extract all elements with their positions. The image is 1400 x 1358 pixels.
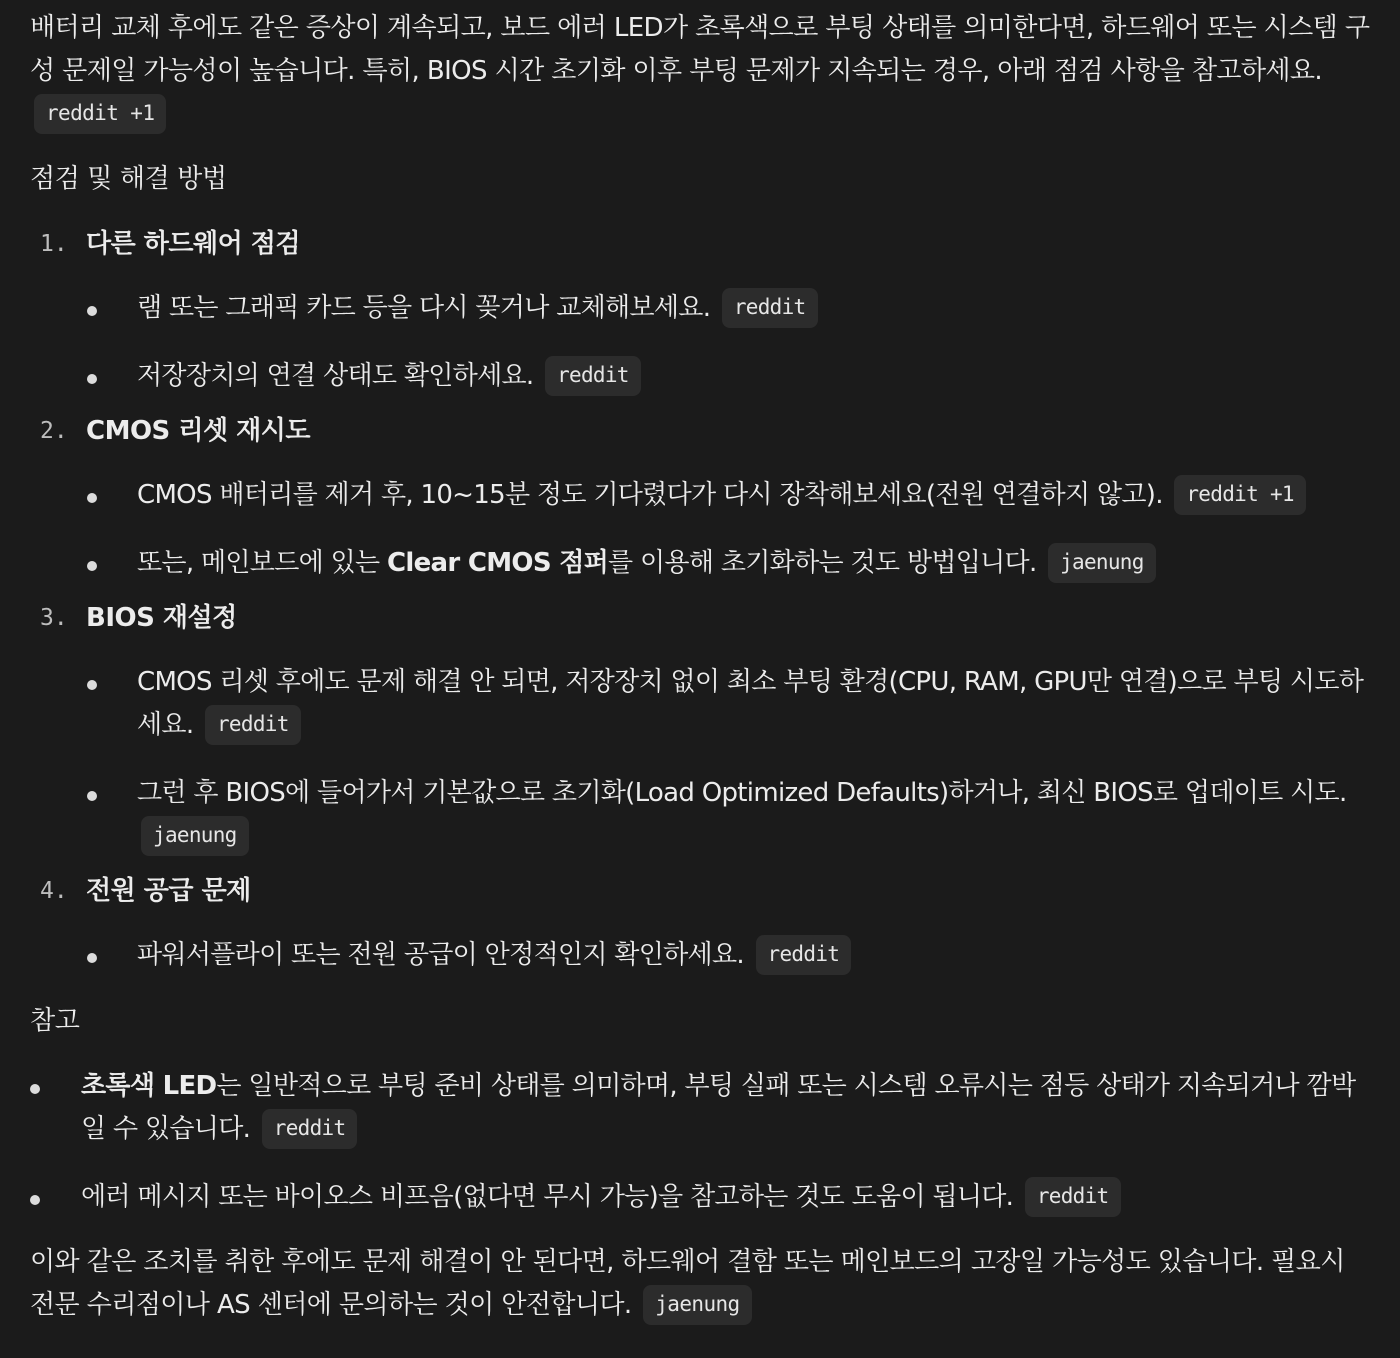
step-title: CMOS 리셋 재시도 xyxy=(86,416,310,446)
list-item xyxy=(30,1065,1370,1151)
step-item xyxy=(30,870,1370,977)
step-item xyxy=(30,223,1370,398)
citation-badge[interactable]: reddit xyxy=(545,356,641,396)
list-item-text: 램 또는 그래픽 카드 등을 다시 꽂거나 교체해보세요. xyxy=(137,293,711,323)
list-item xyxy=(86,355,1370,398)
citation-badge[interactable]: reddit xyxy=(722,288,818,328)
citation-badge[interactable]: jaenung xyxy=(1048,543,1156,583)
list-item-text: 를 이용해 초기화하는 것도 방법입니다. xyxy=(608,548,1037,578)
citation-badge[interactable]: jaenung xyxy=(643,1285,751,1325)
list-item-text: 저장장치의 연결 상태도 확인하세요. xyxy=(137,361,534,391)
list-item-text: 는 일반적으로 부팅 준비 상태를 의미하며, 부팅 실패 또는 시스템 오류시는 점등 상태가 지속되거나 깜박일 수 있습니다. xyxy=(81,1071,1356,1144)
step-number: 4. xyxy=(40,878,68,904)
step-sublist xyxy=(86,934,1370,977)
list-item xyxy=(30,1176,1370,1219)
list-item-text: 또는, 메인보드에 있는 xyxy=(137,548,388,578)
list-item xyxy=(86,474,1370,517)
answer-content xyxy=(30,7,1370,1327)
list-item-text: 그런 후 BIOS에 들어가서 기본값으로 초기화(Load Optimized Defaults)하거나, 최신 BIOS로 업데이트 시도. xyxy=(137,778,1347,808)
citation-badge[interactable]: reddit xyxy=(756,935,852,975)
step-number: 2. xyxy=(40,418,68,444)
list-item xyxy=(86,772,1370,858)
citation-badge[interactable]: reddit xyxy=(205,705,301,745)
conclusion-paragraph xyxy=(30,1241,1370,1327)
conclusion-text: 이와 같은 조치를 취한 후에도 문제 해결이 안 된다면, 하드웨어 결함 또는 메인보드의 고장일 가능성도 있습니다. 필요시 전문 수리점이나 AS 센터에 문의하는 것이 안전합니다. xyxy=(30,1247,1345,1320)
citation-badge[interactable]: jaenung xyxy=(141,816,249,856)
step-number: 3. xyxy=(40,605,68,631)
list-item xyxy=(86,287,1370,330)
notes-list xyxy=(30,1065,1370,1219)
citation-badge[interactable]: reddit xyxy=(262,1109,358,1149)
intro-text: 배터리 교체 후에도 같은 증상이 계속되고, 보드 에러 LED가 초록색으로 부팅 상태를 의미한다면, 하드웨어 또는 시스템 구성 문제일 가능성이 높습니다. 특히, BIOS 시간 초기화 이후 부팅 문제가 지속되는 경우, 아래 점검 사항을 참고하세요. xyxy=(30,13,1370,86)
citation-badge[interactable]: reddit xyxy=(1025,1177,1121,1217)
step-sublist xyxy=(86,287,1370,398)
step-sublist xyxy=(86,661,1370,858)
step-number: 1. xyxy=(40,231,68,257)
notes-title: 참고 xyxy=(30,1006,80,1036)
section-title: 점검 및 해결 방법 xyxy=(30,164,227,194)
step-title: 다른 하드웨어 점검 xyxy=(86,229,301,259)
list-item-bold: 초록색 LED xyxy=(81,1071,217,1101)
list-item-text: 파워서플라이 또는 전원 공급이 안정적인지 확인하세요. xyxy=(137,940,744,970)
citation-badge[interactable]: reddit +1 xyxy=(1174,475,1306,515)
citation-badge[interactable]: reddit +1 xyxy=(34,94,166,134)
list-item-text: 에러 메시지 또는 바이오스 비프음(없다면 무시 가능)을 참고하는 것도 도움이 됩니다. xyxy=(81,1182,1014,1212)
list-item-text: CMOS 리셋 후에도 문제 해결 안 되면, 저장장치 없이 최소 부팅 환경(CPU, RAM, GPU만 연결)으로 부팅 시도하세요. xyxy=(137,667,1364,740)
step-title: BIOS 재설정 xyxy=(86,603,237,633)
step-sublist xyxy=(86,474,1370,585)
step-item xyxy=(30,597,1370,858)
steps-list xyxy=(30,223,1370,977)
list-item xyxy=(86,542,1370,585)
list-item xyxy=(86,661,1370,747)
list-item-text: CMOS 배터리를 제거 후, 10~15분 정도 기다렸다가 다시 장착해보세요(전원 연결하지 않고). xyxy=(137,480,1163,510)
list-item-bold: Clear CMOS 점퍼 xyxy=(387,548,609,578)
step-title: 전원 공급 문제 xyxy=(86,876,251,906)
intro-paragraph xyxy=(30,7,1370,136)
list-item xyxy=(86,934,1370,977)
step-item xyxy=(30,410,1370,585)
